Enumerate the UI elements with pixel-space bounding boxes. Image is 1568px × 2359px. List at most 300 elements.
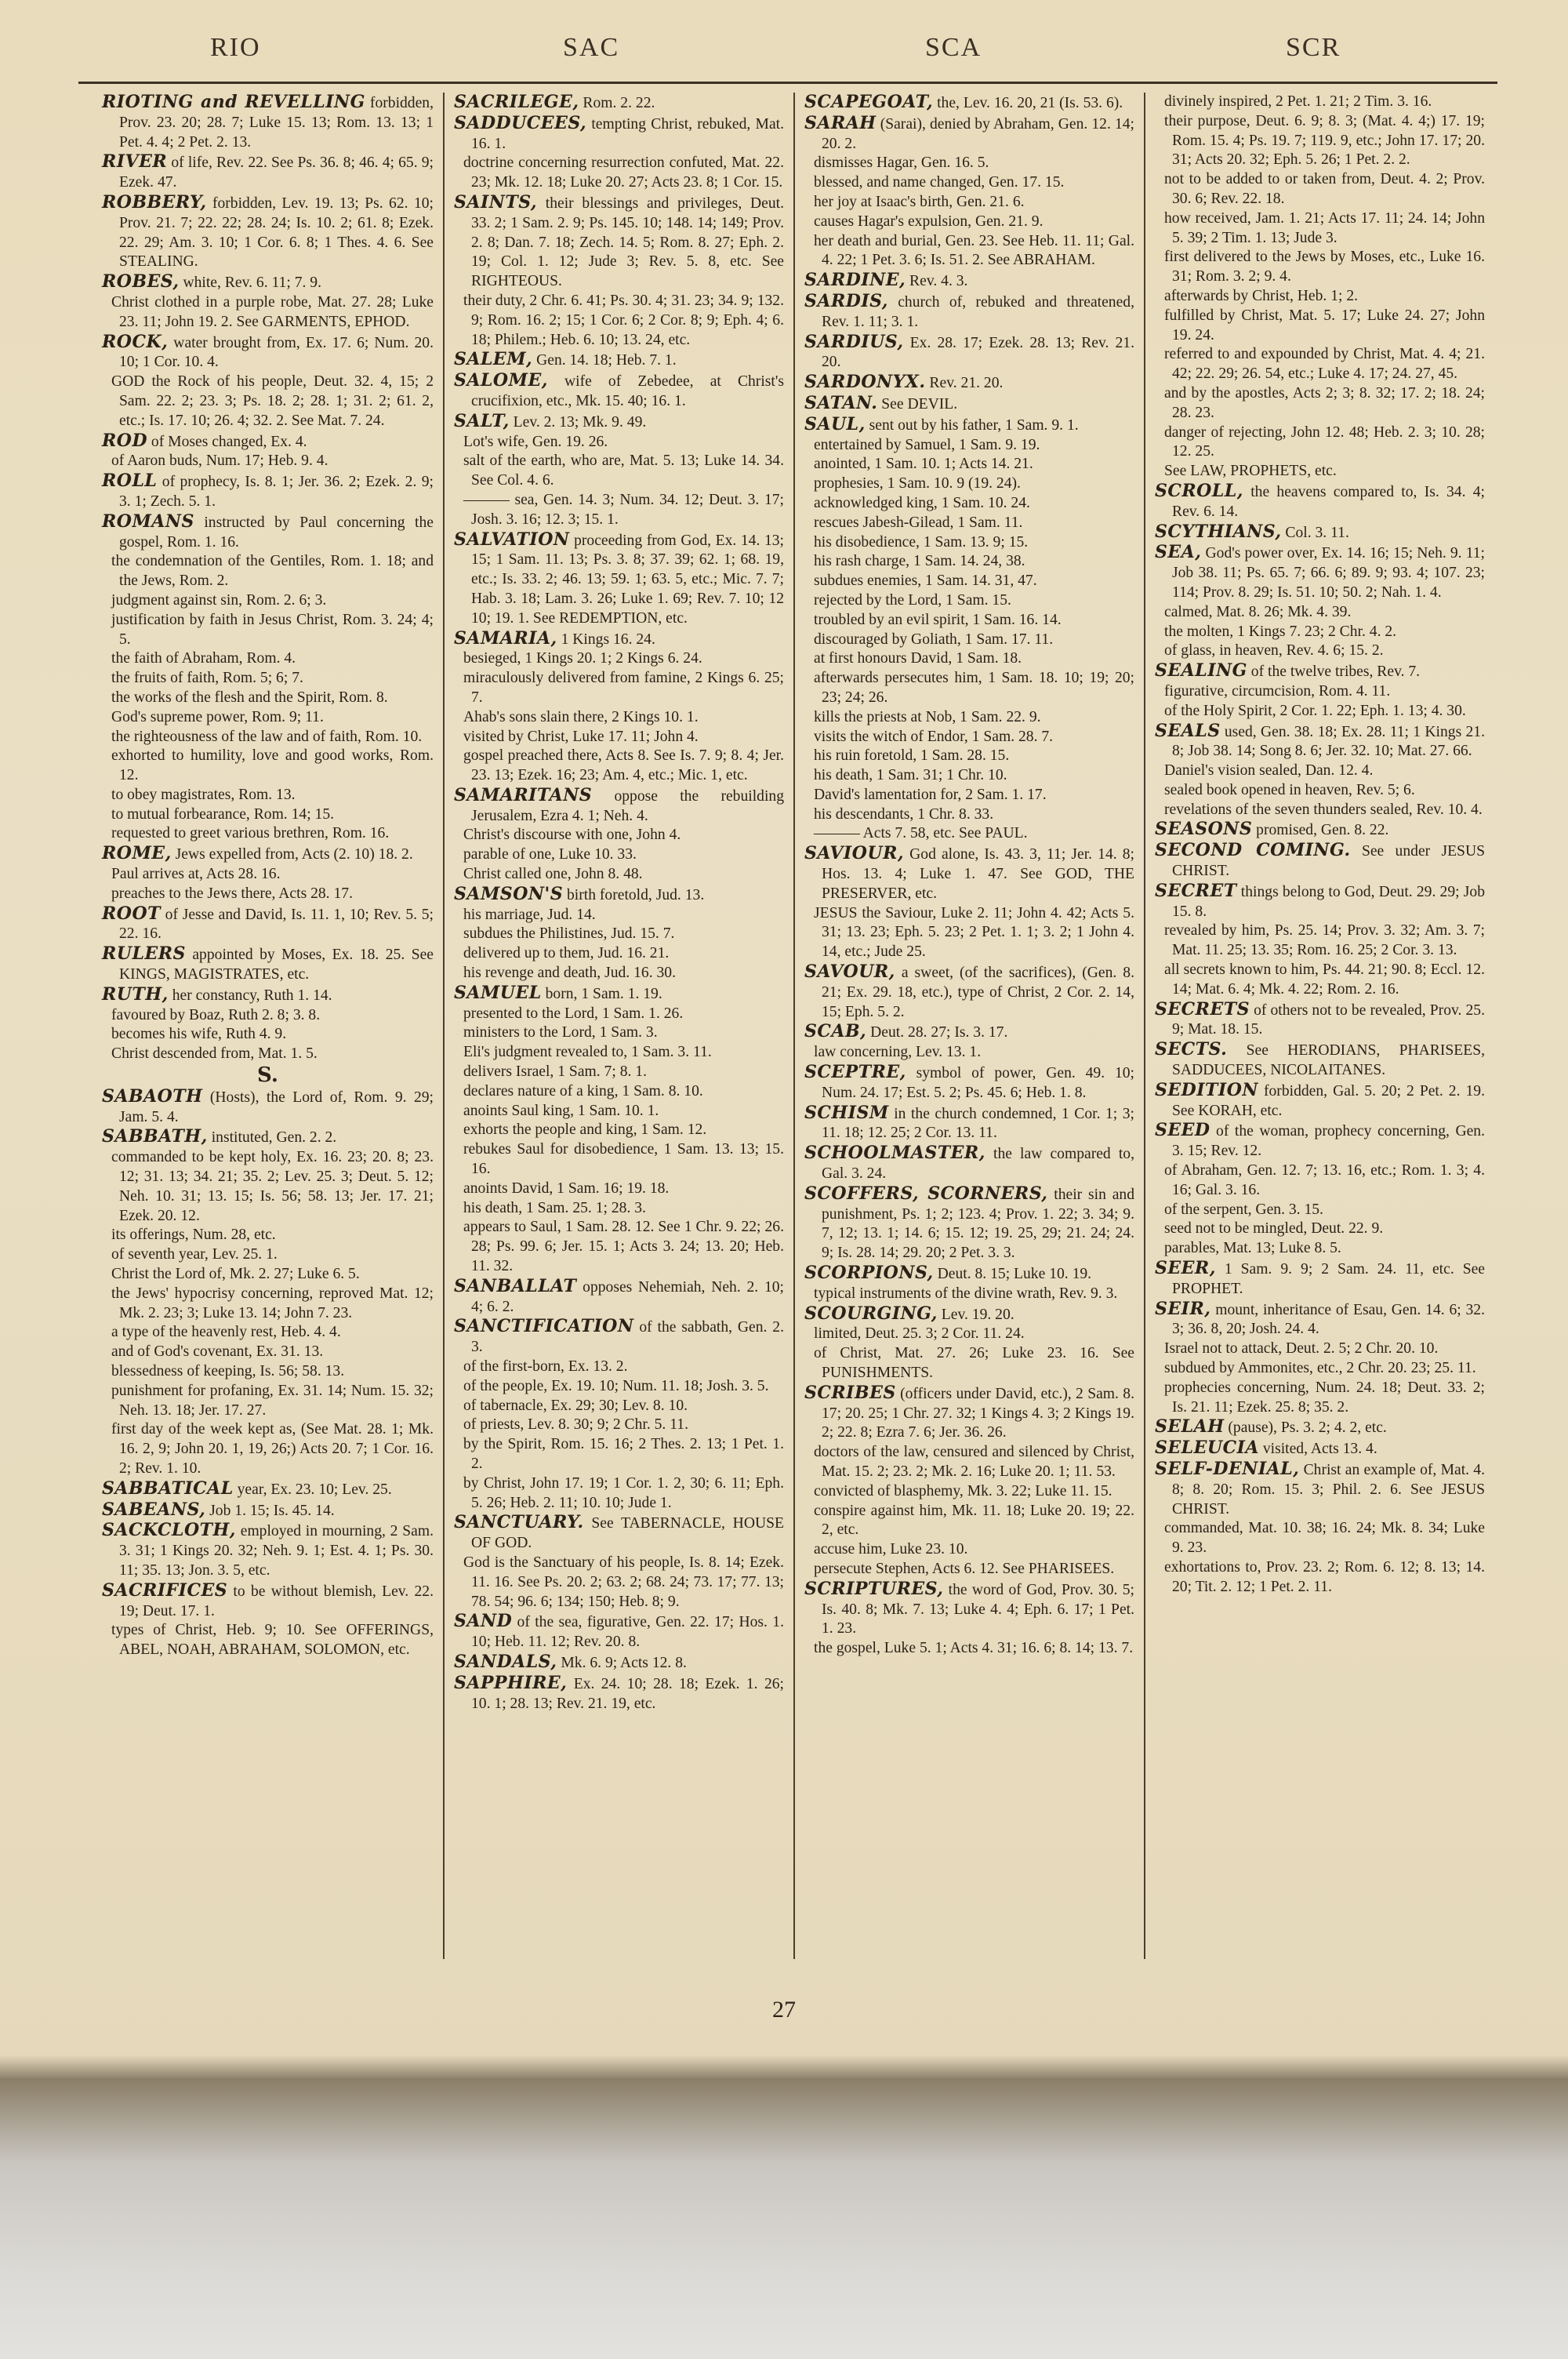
entry-headword: SATAN. bbox=[804, 392, 878, 413]
index-subentry: Christ clothed in a purple robe, Mat. 27. 28; Luke 23. 11; John 19. 2. See GARMENTS, EPHOD. bbox=[111, 293, 434, 330]
index-subentry: how received, Jam. 1. 21; Acts 17. 11; 24. 14; John 5. 39; 2 Tim. 1. 13; Jude 3. bbox=[1164, 209, 1485, 246]
entry-headword: SANBALLAT bbox=[454, 1275, 577, 1296]
index-entry bbox=[804, 1022, 1134, 1043]
index-subentry: favoured by Boaz, Ruth 2. 8; 3. 8. bbox=[111, 1006, 321, 1023]
index-subentry: visited by Christ, Luke 17. 11; John 4. bbox=[463, 728, 699, 745]
index-subentry: declares nature of a king, 1 Sam. 8. 10. bbox=[463, 1082, 703, 1100]
index-subentry: besieged, 1 Kings 20. 1; 2 Kings 6. 24. bbox=[463, 650, 702, 667]
index-entry bbox=[804, 415, 1134, 436]
running-header bbox=[0, 33, 1568, 72]
index-subentry: rescues Jabesh-Gilead, 1 Sam. 11. bbox=[814, 514, 1023, 531]
entry-references: tempting Christ, rebuked, Mat. 16. 1. bbox=[471, 115, 784, 152]
entry-references: See HERODIANS, PHARISEES, SADDUCEES, NICOLAITANES. bbox=[1172, 1042, 1485, 1079]
header-rule bbox=[78, 82, 1497, 84]
entry-references: Deut. 28. 27; Is. 3. 17. bbox=[866, 1024, 1008, 1041]
index-subentry: dismisses Hagar, Gen. 16. 5. bbox=[814, 154, 989, 172]
entry-headword: SCORPIONS, bbox=[804, 1263, 934, 1284]
index-subentry: of Aaron buds, Num. 17; Heb. 9. 4. bbox=[111, 453, 328, 470]
entry-headword: SCOFFERS, SCORNERS, bbox=[804, 1183, 1048, 1204]
entry-headword: SEDITION bbox=[1155, 1079, 1258, 1100]
index-subentry: their purpose, Deut. 6. 9; 8. 3; (Mat. 4. 4;) 17. 19; Rom. 15. 4; Ps. 19. 7; 119. 9, etc.; John 17. 17; 20. 31; Acts 20. 32; Eph. 5. 26; 1 Pet. 2. 2. bbox=[1164, 112, 1485, 169]
entry-references: white, Rev. 6. 11; 7. 9. bbox=[179, 274, 321, 292]
entry-references: God's power over, Ex. 14. 16; 15; Neh. 9. 11; Job 38. 11; Ps. 65. 7; 66. 6; 89. 9; 93. 4; 107. 23; 114; Prov. 8. 29; Is. 51. 10; 50. 2; Nah. 1. 4. bbox=[1172, 545, 1485, 601]
entry-references: Col. 3. 11. bbox=[1281, 524, 1349, 541]
entry-headword: SCRIPTURES, bbox=[804, 1578, 944, 1599]
entry-references: (Hosts), the Lord of, Rom. 9. 29; Jam. 5. 4. bbox=[119, 1089, 434, 1125]
index-subentry: Israel not to attack, Deut. 2. 5; 2 Chr. 20. 10. bbox=[1164, 1340, 1439, 1358]
index-subentry: of glass, in heaven, Rev. 4. 6; 15. 2. bbox=[1164, 642, 1384, 660]
index-subentry: of Abraham, Gen. 12. 7; 13. 16, etc.; Rom. 1. 3; 4. 16; Gal. 3. 16. bbox=[1164, 1162, 1485, 1198]
entry-references: symbol of power, Gen. 49. 10; Num. 24. 17; Est. 5. 2; Ps. 45. 6; Heb. 1. 8. bbox=[822, 1065, 1134, 1101]
index-subentry: Ahab's sons slain there, 2 Kings 10. 1. bbox=[463, 708, 699, 725]
index-subentry: her joy at Isaac's birth, Gen. 21. 6. bbox=[814, 193, 1025, 210]
entry-headword: SACRIFICES bbox=[102, 1579, 228, 1601]
index-entry bbox=[1155, 1459, 1485, 1519]
index-subentry: her death and burial, Gen. 23. See Heb. 11. 11; Gal. 4. 22; 1 Pet. 3. 6; Is. 51. 2. See ABRAHAM. bbox=[814, 232, 1134, 269]
index-subentry: subdued by Ammonites, etc., 2 Chr. 20. 23; 25. 11. bbox=[1164, 1360, 1476, 1376]
index-entry bbox=[454, 530, 784, 629]
entry-headword: SCROLL, bbox=[1155, 480, 1243, 501]
entry-headword: SACKCLOTH, bbox=[102, 1520, 236, 1541]
index-subentry: of priests, Lev. 8. 30; 9; 2 Chr. 5. 11. bbox=[463, 1416, 688, 1434]
index-subentry: parable of one, Luke 10. 33. bbox=[463, 846, 637, 863]
index-subentry: JESUS the Saviour, Luke 2. 11; John 4. 42; Acts 5. 31; 13. 23; Eph. 5. 23; 2 Pet. 1. 1; 3. 2; 1 John 4. 14, etc.; Jude 25. bbox=[814, 904, 1134, 961]
entry-references: Christ an example of, Mat. 4. 8; 8. 20; Rom. 15. 3; Phil. 2. 6. See JESUS CHRIST. bbox=[1172, 1461, 1485, 1518]
entry-references: forbidden, Gal. 5. 20; 2 Pet. 2. 19. See KORAH, etc. bbox=[1172, 1082, 1485, 1119]
index-subentry: convicted of blasphemy, Mk. 3. 22; Luke 11. 15. bbox=[814, 1482, 1112, 1499]
index-subentry: typical instruments of the divine wrath, Rev. 9. 3. bbox=[814, 1285, 1118, 1302]
entry-references: See DEVIL. bbox=[877, 395, 958, 413]
index-subentry: his descendants, 1 Chr. 8. 33. bbox=[814, 805, 994, 823]
entry-references: oppose the rebuilding Jerusalem, Ezra 4. 1; Neh. 4. bbox=[471, 787, 784, 824]
index-subentry: gospel preached there, Acts 8. See Is. 7. 9; 8. 4; Jer. 23. 13; Ezek. 16; 23; Am. 4, etc.; Mic. 1, etc. bbox=[463, 747, 784, 784]
index-entry bbox=[102, 844, 434, 865]
entry-headword: SAMARIA, bbox=[454, 627, 557, 649]
entry-references: See under JESUS CHRIST. bbox=[1172, 843, 1485, 880]
index-entry bbox=[1155, 1417, 1485, 1438]
entry-references: Gen. 14. 18; Heb. 7. 1. bbox=[532, 352, 677, 369]
entry-references: of others not to be revealed, Prov. 25. 9; Mat. 18. 15. bbox=[1172, 1001, 1485, 1038]
entry-references: Rom. 2. 22. bbox=[579, 95, 655, 111]
index-entry bbox=[454, 114, 784, 154]
entry-headword: SALT, bbox=[454, 410, 510, 431]
index-subentry: afterwards by Christ, Heb. 1; 2. bbox=[1164, 287, 1359, 304]
entry-references: the heavens compared to, Is. 34. 4; Rev. 6. 14. bbox=[1172, 483, 1485, 520]
entry-references: See TABERNACLE, HOUSE OF GOD. bbox=[471, 1515, 784, 1552]
index-subentry: first day of the week kept as, (See Mat. 28. 1; Mk. 16. 2, 9; John 20. 1, 19, 26;) Acts 20. 7; 1 Cor. 16. 2; Rev. 1. 10. bbox=[111, 1421, 434, 1477]
index-subentry: at first honours David, 1 Sam. 18. bbox=[814, 650, 1022, 667]
index-entry bbox=[454, 350, 784, 371]
index-entry bbox=[804, 1383, 1134, 1443]
entry-headword: SCOURGING, bbox=[804, 1303, 938, 1324]
index-subentry: revelations of the seven thunders sealed, Rev. 10. 4. bbox=[1164, 801, 1483, 818]
index-subentry: preaches to the Jews there, Acts 28. 17. bbox=[111, 885, 353, 902]
entry-references: visited, Acts 13. 4. bbox=[1258, 1441, 1377, 1458]
entry-references: of Moses changed, Ex. 4. bbox=[147, 433, 307, 450]
index-entry bbox=[454, 885, 784, 906]
entry-headword: ROLL bbox=[102, 471, 158, 492]
entry-headword: SABEANS, bbox=[102, 1499, 206, 1520]
entry-references: Mk. 6. 9; Acts 12. 8. bbox=[557, 1654, 687, 1671]
index-subentry: God's supreme power, Rom. 9; 11. bbox=[111, 708, 324, 725]
index-subentry: fulfilled by Christ, Mat. 5. 17; Luke 24. 27; John 19. 24. bbox=[1164, 307, 1485, 343]
index-subentry: divinely inspired, 2 Pet. 1. 21; 2 Tim. 3. 16. bbox=[1164, 93, 1432, 110]
entry-headword: SARDONYX. bbox=[804, 372, 926, 393]
index-entry bbox=[102, 985, 434, 1006]
index-subentry: their duty, 2 Chr. 6. 41; Ps. 30. 4; 31. 23; 34. 9; 132. 9; Rom. 16. 2; 15; 1 Cor. 6; 2 Cor. 8; 9; Eph. 4; 6. 18; Philem.; Heb. 6. 10; 13. 24, etc. bbox=[463, 292, 784, 348]
index-entry bbox=[454, 983, 784, 1005]
entry-headword: SEALS bbox=[1155, 720, 1221, 741]
index-subentry: the works of the flesh and the Spirit, Rom. 8. bbox=[111, 689, 388, 706]
index-subentry: limited, Deut. 25. 3; 2 Cor. 11. 24. bbox=[814, 1325, 1025, 1343]
entry-references: of the twelve tribes, Rev. 7. bbox=[1247, 663, 1421, 681]
index-subentry: his marriage, Jud. 14. bbox=[463, 906, 596, 923]
entry-headword: SACRILEGE, bbox=[454, 93, 579, 112]
entry-references: of the sabbath, Gen. 2. 3. bbox=[471, 1319, 784, 1356]
index-subentry: Christ's discourse with one, John 4. bbox=[463, 827, 681, 844]
index-subentry: of the first-born, Ex. 13. 2. bbox=[463, 1358, 628, 1375]
index-subentry: commanded to be kept holy, Ex. 16. 23; 20. 8; 23. 12; 31. 13; 34. 21; 35. 2; Lev. 25. 3; Deut. 5. 12; Neh. 10. 31; 13. 15; Is. 56; 58. 13; Jer. 17. 21; Ezek. 20. 12. bbox=[111, 1149, 434, 1224]
index-entry bbox=[804, 1063, 1134, 1103]
entry-references: God alone, Is. 43. 3, 11; Jer. 14. 8; Hos. 13. 4; Luke 1. 47. See GOD, THE PRESERVER, etc. bbox=[822, 846, 1134, 902]
index-subentry: to mutual forbearance, Rom. 14; 15. bbox=[111, 805, 335, 823]
index-subentry: calmed, Mat. 8. 26; Mk. 4. 39. bbox=[1164, 603, 1352, 620]
section-letter: S. bbox=[257, 1063, 278, 1088]
entry-headword: SAND bbox=[454, 1611, 513, 1632]
entry-references: of life, Rev. 22. See Ps. 36. 8; 46. 4; 65. 9; Ezek. 47. bbox=[119, 154, 434, 191]
entry-references: to be without blemish, Lev. 22. 19; Deut. 17. 1. bbox=[119, 1583, 434, 1619]
entry-references: promised, Gen. 8. 22. bbox=[1252, 822, 1389, 839]
index-entry bbox=[804, 962, 1134, 1022]
entry-headword: ROOT bbox=[102, 903, 161, 924]
index-subentry: of the people, Ex. 19. 10; Num. 11. 18; Josh. 3. 5. bbox=[463, 1377, 769, 1394]
entry-headword: SELEUCIA bbox=[1155, 1438, 1259, 1459]
entry-headword: RIOTING and REVELLING bbox=[102, 93, 365, 112]
index-subentry: by Christ, John 17. 19; 1 Cor. 1. 2, 30; 6. 11; Eph. 5. 26; Heb. 2. 11; 10. 10; Jude 1. bbox=[463, 1474, 784, 1511]
index-subentry: delivers Israel, 1 Sam. 7; 8. 1. bbox=[463, 1063, 647, 1081]
index-subentry: danger of rejecting, John 12. 48; Heb. 2. 3; 10. 28; 12. 25. bbox=[1164, 423, 1485, 460]
index-subentry: persecute Stephen, Acts 6. 12. See PHARISEES. bbox=[814, 1560, 1115, 1577]
entry-headword: SALEM, bbox=[454, 349, 533, 370]
index-entry bbox=[102, 1500, 434, 1521]
index-subentry: punishment for profaning, Ex. 31. 14; Num. 15. 32; Neh. 13. 18; Jer. 17. 27. bbox=[111, 1382, 434, 1419]
index-subentry: Eli's judgment revealed to, 1 Sam. 3. 11. bbox=[463, 1044, 712, 1061]
entry-headword: SEA, bbox=[1155, 542, 1202, 563]
entry-references: the law compared to, Gal. 3. 24. bbox=[822, 1146, 1134, 1183]
index-entry bbox=[804, 1263, 1134, 1285]
entry-references: the word of God, Prov. 30. 5; Is. 40. 8; Mk. 7. 13; Luke 4. 4; Eph. 6. 17; 1 Pet. 1. 23. bbox=[822, 1581, 1134, 1637]
index-entry bbox=[454, 1652, 784, 1674]
index-entry bbox=[804, 1184, 1134, 1263]
index-subentry: exhorts the people and king, 1 Sam. 12. bbox=[463, 1121, 707, 1139]
index-subentry: blessedness of keeping, Is. 56; 58. 13. bbox=[111, 1363, 345, 1379]
index-subentry: blessed, and name changed, Gen. 17. 15. bbox=[814, 174, 1065, 191]
index-entry bbox=[1155, 1259, 1485, 1299]
entry-headword: SCEPTRE, bbox=[804, 1062, 906, 1083]
index-entry bbox=[804, 1143, 1134, 1184]
entry-headword: SABAOTH bbox=[102, 1085, 203, 1107]
index-subentry: his ruin foretold, 1 Sam. 28. 15. bbox=[814, 747, 1010, 765]
index-subentry: of Christ, Mat. 27. 26; Luke 23. 16. See PUNISHMENTS. bbox=[814, 1345, 1134, 1381]
entry-headword: SANCTIFICATION bbox=[454, 1316, 634, 1337]
entry-references: forbidden, Lev. 19. 13; Ps. 62. 10; Prov. 21. 7; 22. 22; 28. 24; Is. 10. 2; 61. 8; Ezek. 22. 29; Am. 3. 10; 1 Cor. 6. 8; 1 Thes. 4. 6. See STEALING. bbox=[119, 194, 434, 271]
entry-headword: RIVER bbox=[102, 151, 168, 173]
index-subentry: Christ descended from, Mat. 1. 5. bbox=[111, 1045, 318, 1063]
index-subentry: delivered up to them, Jud. 16. 21. bbox=[463, 945, 670, 962]
entry-references: Deut. 8. 15; Luke 10. 19. bbox=[933, 1266, 1092, 1283]
entry-headword: ROBBERY, bbox=[102, 191, 207, 213]
index-entry bbox=[804, 1304, 1134, 1325]
index-columns bbox=[93, 93, 1496, 1959]
index-subentry: of tabernacle, Ex. 29; 30; Lev. 8. 10. bbox=[463, 1397, 688, 1414]
entry-headword: RULERS bbox=[102, 943, 186, 965]
index-subentry: the righteousness of the law and of faith, Rom. 10. bbox=[111, 728, 423, 745]
index-subentry: by the Spirit, Rom. 15. 16; 2 Thes. 2. 13; 1 Pet. 1. 2. bbox=[463, 1436, 784, 1472]
index-entry bbox=[1155, 1081, 1485, 1121]
index-entry bbox=[1155, 1299, 1485, 1340]
index-subentry: becomes his wife, Ruth 4. 9. bbox=[111, 1026, 287, 1043]
entry-references: of the sea, figurative, Gen. 22. 17; Hos. 1. 10; Heb. 11. 12; Rev. 20. 8. bbox=[471, 1614, 784, 1651]
index-subentry: rebukes Saul for disobedience, 1 Sam. 13. 13; 15. 16. bbox=[463, 1141, 784, 1178]
index-subentry: revealed by him, Ps. 25. 14; Prov. 3. 32; Am. 3. 7; Mat. 11. 25; 13. 35; Rom. 16. 25; 2 Cor. 3. 13. bbox=[1164, 922, 1485, 959]
entry-references: used, Gen. 38. 18; Ex. 28. 11; 1 Kings 21. 8; Job 38. 14; Song 8. 6; Jer. 32. 10; Mat. 27. 66. bbox=[1172, 723, 1485, 760]
index-entry bbox=[1155, 543, 1485, 602]
index-subentry: seed not to be mingled, Deut. 22. 9. bbox=[1164, 1220, 1384, 1238]
index-subentry: See LAW, PROPHETS, etc. bbox=[1164, 463, 1337, 480]
entry-headword: SAUL, bbox=[804, 413, 866, 434]
entry-references: (officers under David, etc.), 2 Sam. 8. 17; 20. 25; 1 Chr. 27. 32; 1 Kings 4. 3; 2 Kings 19. 2; 22. 8; Ezra 7. 6; Jer. 36. 26. bbox=[822, 1385, 1134, 1441]
index-subentry: Daniel's vision sealed, Dan. 12. 4. bbox=[1164, 762, 1374, 780]
index-entry bbox=[102, 431, 434, 453]
index-subentry: doctors of the law, censured and silenced by Christ, Mat. 15. 2; 23. 2; Mk. 2. 16; Luke 20. 1; 11. 53. bbox=[814, 1444, 1134, 1480]
entry-headword: SARDIUS, bbox=[804, 331, 904, 352]
entry-headword: ROMANS bbox=[102, 511, 194, 532]
entry-headword: SAMARITANS bbox=[454, 784, 593, 805]
entry-headword: SEALING bbox=[1155, 660, 1247, 682]
entry-headword: SAVIOUR, bbox=[804, 843, 905, 864]
entry-references: instructed by Paul concerning the gospel, Rom. 1. 16. bbox=[119, 514, 434, 551]
index-entry bbox=[1155, 522, 1485, 543]
entry-references: 1 Kings 16. 24. bbox=[557, 631, 655, 648]
index-subentry: rejected by the Lord, 1 Sam. 15. bbox=[814, 591, 1011, 609]
index-entry bbox=[102, 1581, 434, 1622]
index-entry bbox=[454, 93, 784, 114]
column-4 bbox=[1144, 93, 1494, 1959]
entry-headword: SCAPEGOAT, bbox=[804, 93, 934, 112]
index-entry bbox=[102, 1521, 434, 1580]
entry-headword: SANCTUARY. bbox=[454, 1512, 584, 1533]
index-subentry: conspire against him, Mk. 11. 18; Luke 20. 19; 22. 2, etc. bbox=[814, 1502, 1134, 1539]
index-subentry: David's lamentation for, 2 Sam. 1. 17. bbox=[814, 786, 1047, 803]
index-entry bbox=[454, 193, 784, 292]
index-subentry: the molten, 1 Kings 7. 23; 2 Chr. 4. 2. bbox=[1164, 623, 1397, 640]
entry-headword: SABBATH, bbox=[102, 1126, 208, 1147]
entry-references: Lev. 2. 13; Mk. 9. 49. bbox=[509, 413, 647, 431]
index-subentry: of the serpent, Gen. 3. 15. bbox=[1164, 1201, 1323, 1218]
entry-references: wife of Zebedee, at Christ's crucifixion, etc., Mk. 15. 40; 16. 1. bbox=[471, 373, 784, 409]
entry-headword: SELF-DENIAL, bbox=[1155, 1458, 1300, 1479]
index-subentry: salt of the earth, who are, Mat. 5. 13; Luke 14. 34. See Col. 4. 6. bbox=[463, 453, 784, 489]
entry-references: church of, rebuked and threatened, Rev. 1. 11; 3. 1. bbox=[822, 293, 1134, 330]
index-subentry: of the Holy Spirit, 2 Cor. 1. 22; Eph. 1. 13; 4. 30. bbox=[1164, 702, 1466, 719]
index-subentry: God is the Sanctuary of his people, Is. 8. 14; Ezek. 11. 16. See Ps. 20. 2; 63. 2; 68. 24; 73. 17; 77. 13; 78. 54; 96. 6; 134; 150; Heb. 8; 9. bbox=[463, 1554, 784, 1610]
index-entry bbox=[454, 786, 784, 827]
entry-headword: RUTH, bbox=[102, 983, 169, 1005]
entry-references: 1 Sam. 9. 9; 2 Sam. 24. 11, etc. See PROPHET. bbox=[1172, 1261, 1485, 1297]
index-entry bbox=[454, 629, 784, 650]
entry-references: proceeding from God, Ex. 14. 13; 15; 1 Sam. 11. 13; Ps. 3. 8; 37. 39; 62. 1; 68. 19, etc.; Is. 33. 2; 46. 13; 59. 1; 63. 5, etc.; Mic. 7. 7; Hab. 3. 18; Lam. 3. 26; Luke 1. 69; Rev. 7. 10; 12 10; 19. 1. See REDEMPTION, etc. bbox=[471, 532, 784, 627]
index-entry bbox=[1155, 661, 1485, 682]
entry-references: of the woman, prophecy concerning, Gen. 3. 15; Rev. 12. bbox=[1172, 1123, 1485, 1160]
entry-headword: SELAH bbox=[1155, 1416, 1225, 1438]
index-subentry: subdues enemies, 1 Sam. 14. 31, 47. bbox=[814, 572, 1037, 590]
index-entry bbox=[1155, 881, 1485, 922]
entry-headword: ROD bbox=[102, 430, 148, 451]
entry-headword: SARDINE, bbox=[804, 270, 906, 291]
entry-headword: SEASONS bbox=[1155, 819, 1253, 840]
index-entry bbox=[1155, 1040, 1485, 1081]
index-subentry: his death, 1 Sam. 25. 1; 28. 3. bbox=[463, 1199, 646, 1216]
index-entry bbox=[804, 1579, 1134, 1639]
entry-headword: SARAH bbox=[804, 112, 877, 133]
entry-headword: SABBATICAL bbox=[102, 1478, 234, 1499]
entry-headword: SECRET bbox=[1155, 880, 1237, 901]
index-entry bbox=[102, 1479, 434, 1500]
entry-references: her constancy, Ruth 1. 14. bbox=[168, 987, 332, 1004]
index-entry bbox=[804, 271, 1134, 292]
entry-references: mount, inheritance of Esau, Gen. 14. 6; 32. 3; 36. 8, 20; Josh. 24. 4. bbox=[1172, 1301, 1485, 1338]
entry-headword: SARDIS, bbox=[804, 290, 888, 311]
index-subentry: acknowledged king, 1 Sam. 10. 24. bbox=[814, 494, 1030, 511]
index-entry bbox=[102, 333, 434, 373]
index-entry bbox=[102, 93, 434, 152]
index-entry bbox=[804, 373, 1134, 394]
index-subentry: ministers to the Lord, 1 Sam. 3. bbox=[463, 1024, 658, 1041]
index-entry bbox=[454, 1317, 784, 1358]
entry-references: their blessings and privileges, Deut. 33. 2; 1 Sam. 2. 9; Ps. 145. 10; 148. 14; 149; Prov. 2. 8; Dan. 7. 18; Zech. 14. 5; Rom. 8. 27; Eph. 2. 19; Col. 1. 12; Jude 3; Rev. 5. 8, etc. See RIGHTEOUS. bbox=[471, 194, 784, 290]
index-subentry: causes Hagar's expulsion, Gen. 21. 9. bbox=[814, 213, 1044, 230]
entry-references: Job 1. 15; Is. 45. 14. bbox=[205, 1502, 335, 1519]
entry-headword: SADDUCEES, bbox=[454, 112, 587, 133]
index-entry bbox=[804, 93, 1134, 114]
entry-headword: SECTS. bbox=[1155, 1039, 1228, 1060]
index-entry bbox=[804, 1103, 1134, 1144]
entry-references: employed in mourning, 2 Sam. 3. 31; 1 Kings 20. 32; Neh. 9. 1; Est. 4. 1; Ps. 30. 11; 35. 13; Jon. 3. 5, etc. bbox=[119, 1523, 434, 1579]
entry-headword: SAVOUR, bbox=[804, 961, 895, 983]
entry-references: water brought from, Ex. 17. 6; Num. 20. 10; 1 Cor. 10. 4. bbox=[119, 334, 434, 371]
entry-headword: ROME, bbox=[102, 843, 172, 864]
index-subentry: the condemnation of the Gentiles, Rom. 1. 18; and the Jews, Rom. 2. bbox=[111, 553, 434, 590]
index-entry bbox=[454, 1277, 784, 1318]
header-sac: SAC bbox=[563, 33, 620, 62]
index-subentry: commanded, Mat. 10. 38; 16. 24; Mk. 8. 34; Luke 9. 23. bbox=[1164, 1520, 1485, 1557]
index-subentry: sealed book opened in heaven, Rev. 5; 6. bbox=[1164, 781, 1415, 798]
index-subentry: prophecies concerning, Num. 24. 18; Deut. 33. 2; Is. 21. 11; Ezek. 25. 8; 35. 2. bbox=[1164, 1379, 1485, 1416]
index-entry bbox=[102, 193, 434, 272]
index-subentry: not to be added to or taken from, Deut. 4. 2; Prov. 30. 6; Rev. 22. 18. bbox=[1164, 171, 1485, 207]
index-subentry: afterwards persecutes him, 1 Sam. 18. 10; 19; 20; 23; 24; 26. bbox=[814, 670, 1134, 706]
entry-references: Rev. 21. 20. bbox=[925, 375, 1004, 392]
entry-headword: SALVATION bbox=[454, 529, 570, 550]
index-subentry: the fruits of faith, Rom. 5; 6; 7. bbox=[111, 670, 303, 687]
index-subentry: Paul arrives at, Acts 28. 16. bbox=[111, 866, 281, 883]
column-3 bbox=[793, 93, 1144, 1959]
column-2 bbox=[443, 93, 793, 1959]
entry-references: sent out by his father, 1 Sam. 9. 1. bbox=[865, 416, 1079, 434]
index-subentry: and of God's covenant, Ex. 31. 13. bbox=[111, 1343, 324, 1361]
index-entry bbox=[102, 512, 434, 553]
index-subentry: anoints Saul king, 1 Sam. 10. 1. bbox=[463, 1102, 659, 1119]
index-subentry: the faith of Abraham, Rom. 4. bbox=[111, 650, 296, 667]
entry-headword: SEIR, bbox=[1155, 1298, 1211, 1319]
index-subentry: miraculously delivered from famine, 2 Kings 6. 25; 7. bbox=[463, 670, 784, 706]
entry-references: the, Lev. 16. 20, 21 (Is. 53. 6). bbox=[933, 95, 1123, 111]
entry-headword: SAPPHIRE, bbox=[454, 1672, 568, 1693]
index-subentry: GOD the Rock of his people, Deut. 32. 4, 15; 2 Sam. 22. 2; 23. 3; Ps. 18. 2; 28. 1; 31. 2; 61. 2, etc.; Is. 17. 10; 26. 4; 32. 2. See Mat. 7. 24. bbox=[111, 373, 434, 429]
entry-references: birth foretold, Jud. 13. bbox=[563, 886, 705, 903]
index-entry bbox=[804, 394, 1134, 415]
column-1 bbox=[93, 93, 443, 1959]
index-subentry: presented to the Lord, 1 Sam. 1. 26. bbox=[463, 1005, 684, 1022]
entry-references: Jews expelled from, Acts (2. 10) 18. 2. bbox=[171, 846, 413, 863]
index-subentry: parables, Mat. 13; Luke 8. 5. bbox=[1164, 1240, 1341, 1257]
index-entry bbox=[804, 114, 1134, 154]
entry-headword: SCHISM bbox=[804, 1102, 889, 1123]
background-surface bbox=[0, 2078, 1568, 2359]
entry-references: opposes Nehemiah, Neh. 2. 10; 4; 6. 2. bbox=[471, 1278, 784, 1315]
index-entry bbox=[102, 904, 434, 945]
entry-headword: SCRIBES bbox=[804, 1382, 896, 1403]
index-subentry: entertained by Samuel, 1 Sam. 9. 19. bbox=[814, 436, 1040, 453]
index-subentry: exhortations to, Prov. 23. 2; Rom. 6. 12; 8. 13; 14. 20; Tit. 2. 12; 1 Pet. 2. 11. bbox=[1164, 1558, 1485, 1595]
index-subentry: exhorted to humility, love and good works, Rom. 12. bbox=[111, 747, 434, 784]
index-subentry: visits the witch of Endor, 1 Sam. 28. 7. bbox=[814, 728, 1054, 745]
index-entry bbox=[454, 371, 784, 412]
index-subentry: the Jews' hypocrisy concerning, reproved Mat. 12; Mk. 2. 23; 3; Luke 13. 14; John 7. 23. bbox=[111, 1285, 434, 1321]
header-sca: SCA bbox=[925, 33, 982, 62]
index-subentry: ——— sea, Gen. 14. 3; Num. 34. 12; Deut. 3. 17; Josh. 3. 16; 12. 3; 15. 1. bbox=[463, 491, 784, 528]
index-entry bbox=[1155, 820, 1485, 841]
index-subentry: of seventh year, Lev. 25. 1. bbox=[111, 1246, 278, 1263]
index-subentry: types of Christ, Heb. 9; 10. See OFFERINGS, ABEL, NOAH, ABRAHAM, SOLOMON, etc. bbox=[111, 1622, 434, 1659]
index-subentry: discouraged by Goliath, 1 Sam. 17. 11. bbox=[814, 631, 1054, 648]
index-subentry: and by the apostles, Acts 2; 3; 8. 32; 17. 2; 18. 24; 28. 23. bbox=[1164, 384, 1485, 421]
index-subentry: appears to Saul, 1 Sam. 28. 12. See 1 Chr. 9. 22; 26. 28; Ps. 99. 6; Jer. 15. 1; Acts 3. 24; 13. 20; Heb. 11. 32. bbox=[463, 1219, 784, 1275]
index-entry bbox=[1155, 482, 1485, 522]
index-subentry: kills the priests at Nob, 1 Sam. 22. 9. bbox=[814, 708, 1041, 725]
index-entry bbox=[454, 1674, 784, 1714]
index-subentry: judgment against sin, Rom. 2. 6; 3. bbox=[111, 591, 327, 609]
index-entry bbox=[454, 412, 784, 433]
index-subentry: first delivered to the Jews by Moses, etc., Luke 16. 31; Rom. 3. 2; 9. 4. bbox=[1164, 249, 1485, 285]
index-subentry: all secrets known to him, Ps. 44. 21; 90. 8; Eccl. 12. 14; Mat. 6. 4; Mk. 4. 22; Rom. 2. 16. bbox=[1164, 961, 1485, 998]
index-subentry: Christ called one, John 8. 48. bbox=[463, 866, 643, 883]
index-subentry: accuse him, Luke 23. 10. bbox=[814, 1541, 968, 1558]
index-entry bbox=[1155, 1121, 1485, 1161]
index-entry bbox=[1155, 1438, 1485, 1459]
index-subentry: a type of the heavenly rest, Heb. 4. 4. bbox=[111, 1324, 341, 1341]
entry-headword: SECRETS bbox=[1155, 998, 1250, 1020]
entry-references: appointed by Moses, Ex. 18. 25. See KINGS, MAGISTRATES, etc. bbox=[119, 947, 434, 983]
entry-references: (pause), Ps. 3. 2; 4. 2, etc. bbox=[1224, 1419, 1387, 1437]
index-subentry: law concerning, Lev. 13. 1. bbox=[814, 1044, 982, 1061]
index-subentry: Lot's wife, Gen. 19. 26. bbox=[463, 433, 608, 450]
entry-references: Lev. 19. 20. bbox=[937, 1306, 1014, 1323]
index-entry bbox=[1155, 722, 1485, 762]
entry-references: born, 1 Sam. 1. 19. bbox=[541, 985, 662, 1002]
index-subentry: justification by faith in Jesus Christ, Rom. 3. 24; 4; 5. bbox=[111, 611, 434, 648]
entry-headword: SALOME, bbox=[454, 370, 548, 391]
